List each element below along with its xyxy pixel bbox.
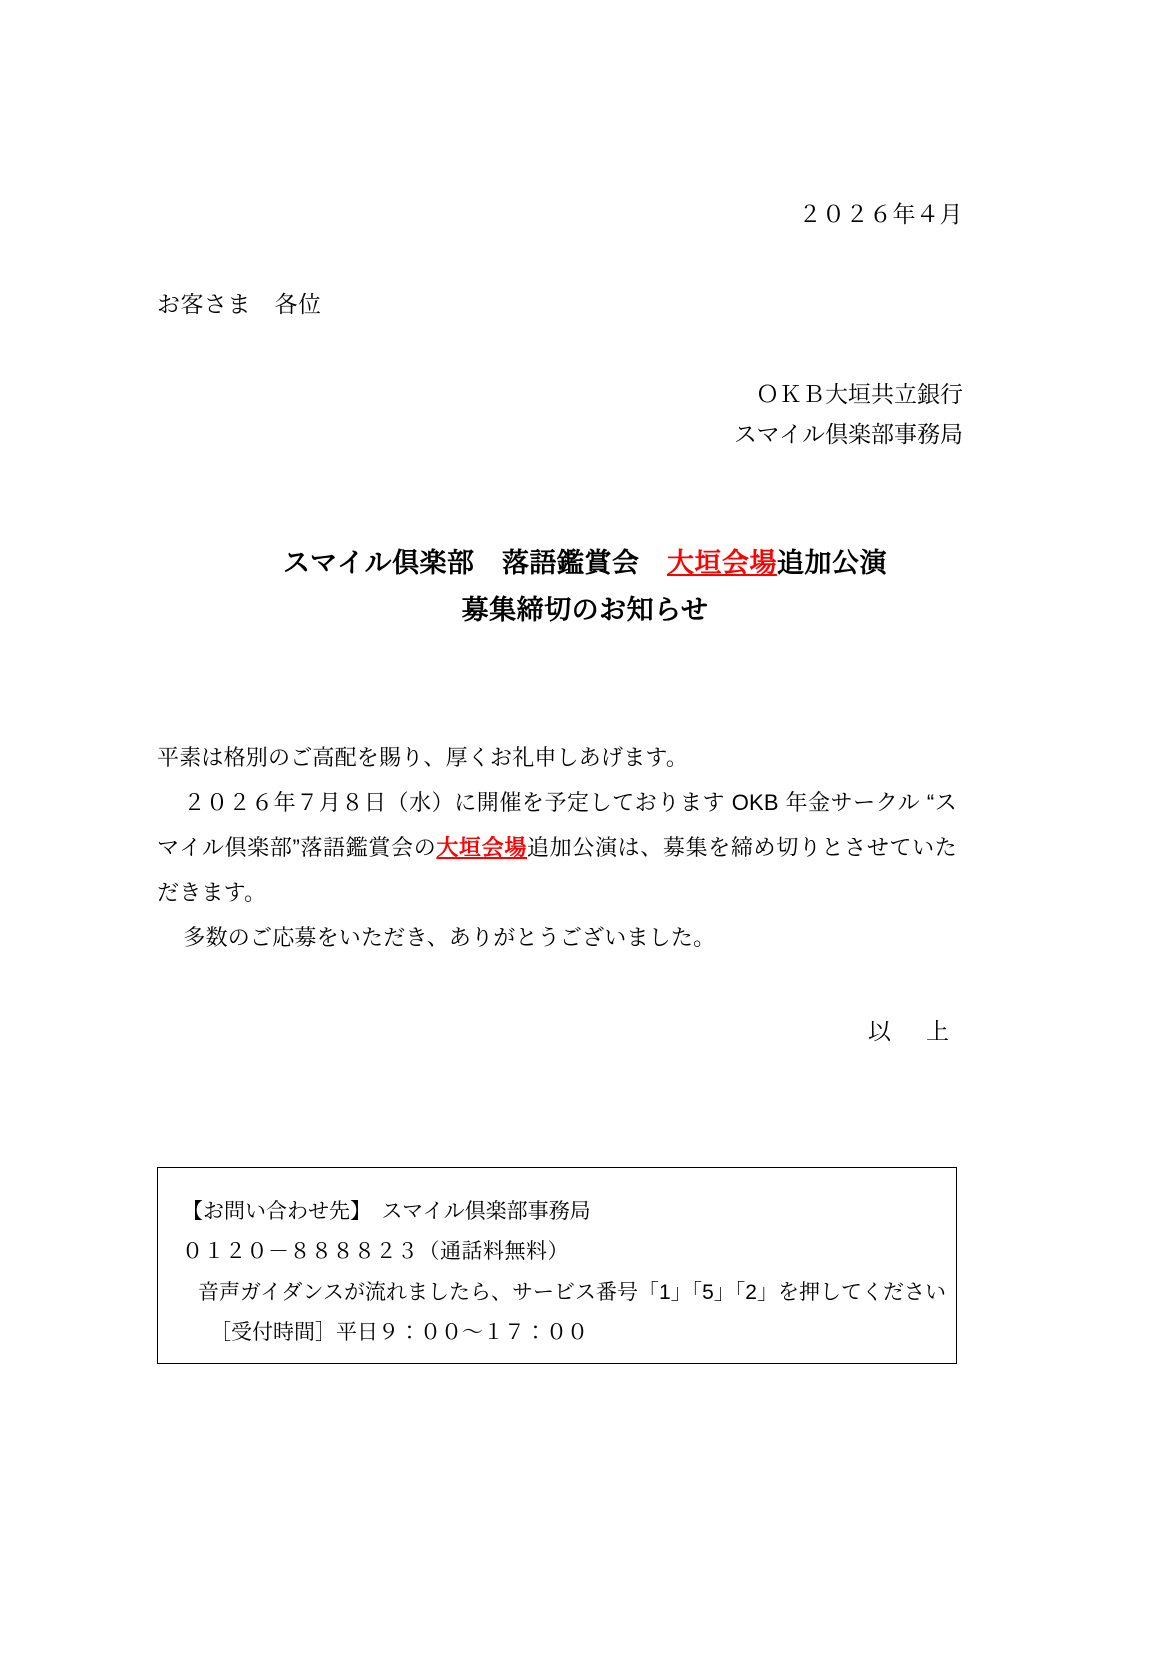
sender-department: スマイル倶楽部事務局 bbox=[733, 420, 963, 447]
body-paragraph-1: 平素は格別のご高配を賜り、厚くお礼申しあげます。 bbox=[157, 745, 689, 770]
contact-title: 【お問い合わせ先】 スマイル倶楽部事務局 bbox=[182, 1200, 591, 1223]
body-paragraph-2-prefix: ２０２６年７月８日（水）に開催を予定しております OKB 年金サークル “スマイル倶楽部”落語鑑賞会の bbox=[157, 790, 957, 861]
body-paragraph-2 bbox=[157, 780, 957, 915]
title-line-1-prefix: スマイル倶楽部 落語鑑賞会 bbox=[283, 548, 667, 578]
contact-hours: ［受付時間］平日９：００〜１７：００ bbox=[210, 1320, 588, 1344]
title-venue-highlight: 大垣会場 bbox=[666, 548, 777, 578]
body-paragraph-2-suffix: 追加公演は、募集を締め切りとさせていただきます。 bbox=[157, 835, 957, 906]
title-line-1-suffix: 追加公演 bbox=[776, 548, 887, 578]
body-paragraph-3: 多数のご応募をいただき、ありがとうございました。 bbox=[183, 925, 716, 951]
contact-box bbox=[157, 1167, 957, 1364]
page-title bbox=[0, 540, 1170, 635]
document-addressee: お客さま 各位 bbox=[157, 291, 322, 317]
contact-guidance: 音声ガイダンスが流れましたら、サービス番号「1」「5」「2」を押してください bbox=[198, 1280, 946, 1304]
document-date: ２０２６年４月 bbox=[798, 201, 963, 227]
contact-phone: ０１２０－８８８８２３（通話料無料） bbox=[182, 1240, 569, 1264]
title-line-2: 募集締切のお知らせ bbox=[461, 595, 709, 626]
document-sender bbox=[734, 375, 963, 454]
title-line-1 bbox=[0, 540, 1170, 587]
sender-organization: ＯＫＢ大垣共立銀行 bbox=[756, 381, 963, 407]
body-venue-highlight: 大垣会場 bbox=[436, 835, 528, 861]
document-body bbox=[157, 735, 957, 960]
closing-text: 以 上 bbox=[868, 1018, 955, 1044]
